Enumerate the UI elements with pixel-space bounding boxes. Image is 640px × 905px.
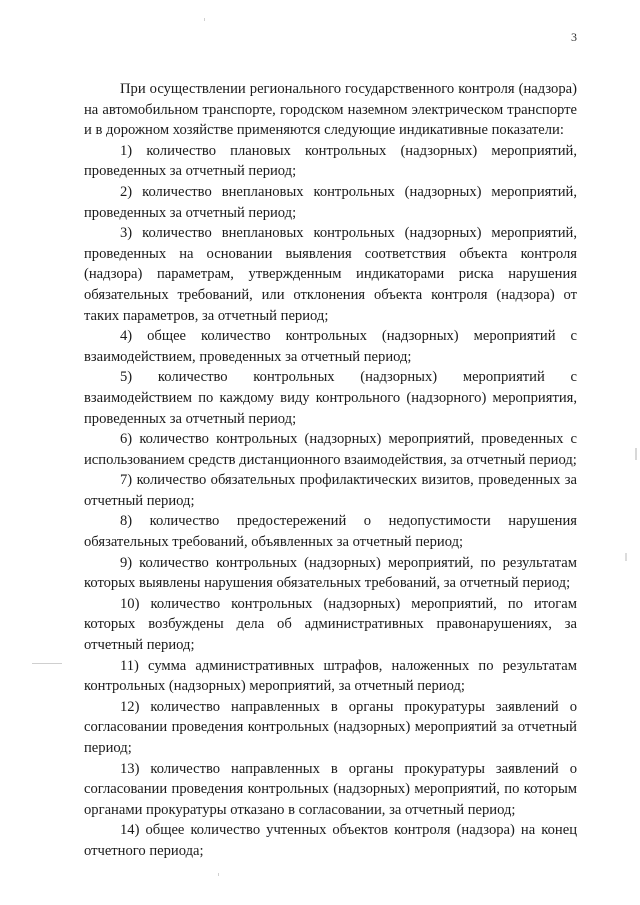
list-item-4: 4) общее количество контрольных (надзорных) мероприятий с взаимодействием, проведенных за отчетный период; bbox=[84, 328, 577, 365]
list-item-10: 10) количество контрольных (надзорных) мероприятий, по итогам которых возбуждены дела об административных правонарушениях, за отчетный период; bbox=[84, 595, 577, 654]
list-item-13: 13) количество направленных в органы прокуратуры заявлений о согласовании проведения контрольных (надзорных) мероприятий, по которым органами прокуратуры отказано в согласовании, за отчетный период; bbox=[84, 760, 577, 818]
scan-artifact-dot bbox=[204, 18, 205, 21]
list-item-2: 2) количество внеплановых контрольных (надзорных) мероприятий, проведенных за отчетный период; bbox=[84, 183, 577, 221]
scan-artifact-line bbox=[32, 663, 62, 664]
list-item-1: 1) количество плановых контрольных (надзорных) мероприятий, проведенных за отчетный период; bbox=[84, 142, 577, 180]
list-item-7: 7) количество обязательных профилактических визитов, проведенных за отчетный период; bbox=[84, 472, 577, 509]
page-number: 3 bbox=[571, 30, 577, 44]
document-body bbox=[84, 79, 577, 862]
list-item-14: 14) общее количество учтенных объектов контроля (надзора) на конец отчетного периода; bbox=[84, 822, 577, 859]
scan-artifact-dot bbox=[218, 873, 219, 876]
list-item-9: 9) количество контрольных (надзорных) мероприятий, по результатам которых выявлены нарушения обязательных требований, за отчетный период; bbox=[84, 554, 577, 592]
scan-artifact-mark bbox=[625, 553, 627, 561]
list-item-3: 3) количество внеплановых контрольных (надзорных) мероприятий, проведенных на основании выявления соответствия объекта контроля (надзора) параметрам, утвержденным индикаторами риска нарушения обязательных требований, или отклонения объекта контроля (надзора) от таких параметров, за отчетный период; bbox=[84, 225, 577, 324]
list-item-12: 12) количество направленных в органы прокуратуры заявлений о согласовании проведения контрольных (надзорных) мероприятий за отчетный период; bbox=[84, 698, 577, 756]
list-item-11: 11) сумма административных штрафов, наложенных по результатам контрольных (надзорных) мероприятий, за отчетный период; bbox=[84, 657, 577, 695]
intro-paragraph: При осуществлении регионального государственного контроля (надзора) на автомобильном транспорте, городском наземном электрическом транспорте и в дорожном хозяйстве применяются следующие индикативные показатели: bbox=[84, 81, 577, 139]
list-item-5: 5) количество контрольных (надзорных) мероприятий с взаимодействием по каждому виду контрольного (надзорного) мероприятия, проведенных за отчетный период; bbox=[84, 369, 577, 427]
scan-artifact-mark bbox=[635, 448, 637, 460]
list-item-6: 6) количество контрольных (надзорных) мероприятий, проведенных с использованием средств дистанционного взаимодействия, за отчетный период; bbox=[84, 431, 577, 468]
list-item-8: 8) количество предостережений о недопустимости нарушения обязательных требований, объявленных за отчетный период; bbox=[84, 513, 577, 551]
